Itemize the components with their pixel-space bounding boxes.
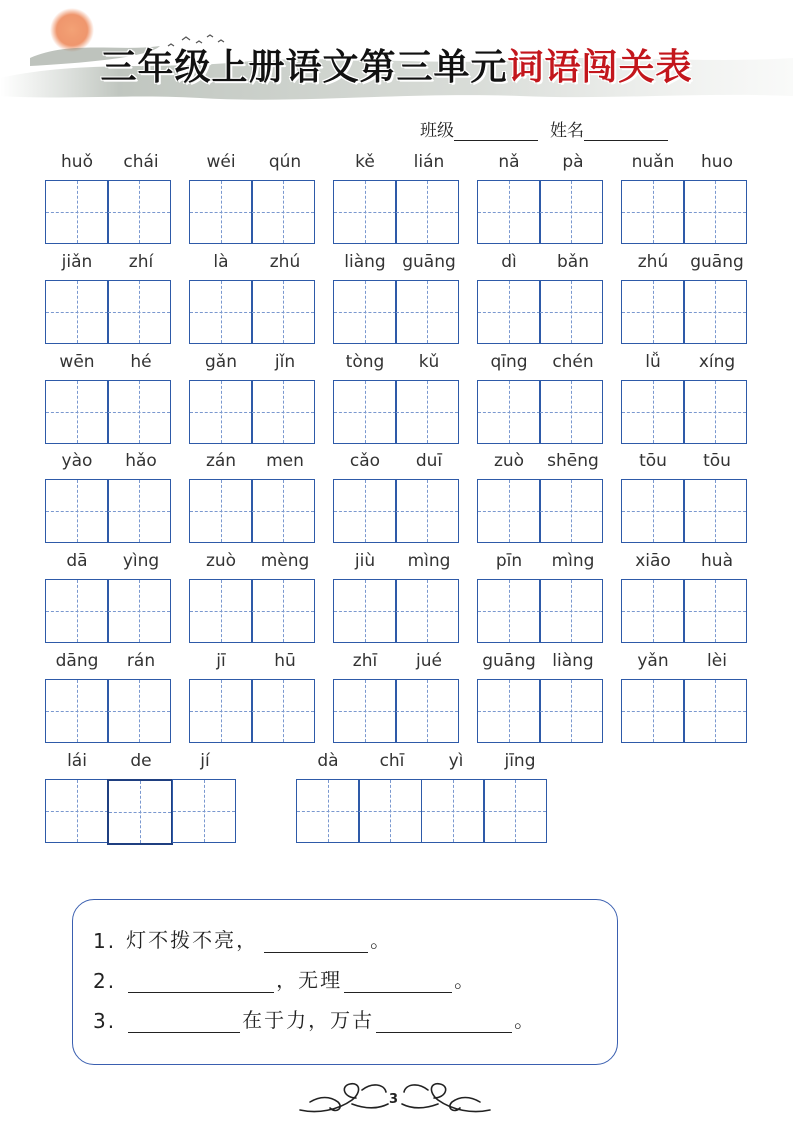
sentence-text: 灯不拨不亮， xyxy=(126,928,259,952)
pinyin-syllable: mìng xyxy=(551,551,595,571)
pinyin-syllable: mìng xyxy=(407,551,451,571)
sentence-end: 。 xyxy=(454,968,477,992)
pinyin-syllable: huo xyxy=(701,152,733,172)
writing-cells xyxy=(333,479,458,543)
sentence-1 xyxy=(93,924,392,953)
writing-cells xyxy=(189,280,314,344)
pinyin-syllable: zhī xyxy=(352,651,378,671)
tian-zi-ge-cell[interactable] xyxy=(395,180,459,244)
writing-cells xyxy=(477,679,602,743)
pinyin-syllable: tōu xyxy=(703,451,731,471)
pinyin-syllable: zhú xyxy=(637,252,669,272)
tian-zi-ge-cell[interactable] xyxy=(477,479,541,543)
pinyin-syllable: lèi xyxy=(707,651,727,671)
writing-cells xyxy=(477,479,602,543)
tian-zi-ge-cell[interactable] xyxy=(107,779,173,845)
pinyin-syllable: gǎn xyxy=(205,352,237,372)
pinyin-syllable: duī xyxy=(415,451,443,471)
tian-zi-ge-cell[interactable] xyxy=(251,180,315,244)
pinyin-syllable: jīng xyxy=(504,751,536,771)
pinyin-syllable: nuǎn xyxy=(631,152,675,172)
writing-cells xyxy=(189,479,314,543)
tian-zi-ge-cell[interactable] xyxy=(251,579,315,643)
writing-cells xyxy=(477,180,602,244)
pinyin-syllable: zhú xyxy=(269,252,301,272)
tian-zi-ge-cell[interactable] xyxy=(539,679,603,743)
tian-zi-ge-cell[interactable] xyxy=(333,180,397,244)
pinyin-syllable: hǎo xyxy=(125,451,157,471)
tian-zi-ge-cell[interactable] xyxy=(251,679,315,743)
tian-zi-ge-cell[interactable] xyxy=(621,380,685,444)
tian-zi-ge-cell[interactable] xyxy=(477,380,541,444)
tian-zi-ge-cell[interactable] xyxy=(172,779,236,843)
sentence-end: 。 xyxy=(370,928,393,952)
answer-blank[interactable] xyxy=(344,972,452,993)
answer-blank[interactable] xyxy=(128,972,274,993)
title-highlight: 词语闯关表 xyxy=(507,47,693,88)
pinyin-syllable: kě xyxy=(355,152,375,172)
sentence-2 xyxy=(93,964,476,993)
page-title xyxy=(0,44,793,92)
pinyin-syllable: pīn xyxy=(495,551,523,571)
pinyin-syllable: kǔ xyxy=(418,352,440,372)
pinyin-syllable: yào xyxy=(61,451,93,471)
pinyin-syllable: chén xyxy=(552,352,594,372)
tian-zi-ge-cell[interactable] xyxy=(333,679,397,743)
tian-zi-ge-cell[interactable] xyxy=(189,180,253,244)
tian-zi-ge-cell[interactable] xyxy=(333,280,397,344)
tian-zi-ge-cell[interactable] xyxy=(477,280,541,344)
tian-zi-ge-cell[interactable] xyxy=(539,280,603,344)
sentence-3 xyxy=(93,1004,536,1033)
pinyin-syllable: zuò xyxy=(493,451,525,471)
tian-zi-ge-cell[interactable] xyxy=(395,280,459,344)
tian-zi-ge-cell[interactable] xyxy=(621,479,685,543)
sentence-text: ，无理 xyxy=(276,968,343,992)
writing-cells xyxy=(621,479,746,543)
tian-zi-ge-cell[interactable] xyxy=(477,579,541,643)
pinyin-syllable: lái xyxy=(67,751,87,771)
writing-cells xyxy=(621,579,746,643)
pinyin-syllable: zhí xyxy=(128,252,154,272)
pinyin-syllable: huà xyxy=(701,551,733,571)
tian-zi-ge-cell[interactable] xyxy=(333,479,397,543)
writing-cells xyxy=(189,579,314,643)
pinyin-syllable: tōu xyxy=(639,451,667,471)
pinyin-syllable: dā xyxy=(66,551,88,571)
tian-zi-ge-cell[interactable] xyxy=(539,380,603,444)
student-info xyxy=(420,116,680,141)
writing-cells xyxy=(333,180,458,244)
writing-cells xyxy=(621,280,746,344)
tian-zi-ge-cell[interactable] xyxy=(189,280,253,344)
pinyin-syllable: zán xyxy=(205,451,237,471)
writing-cells xyxy=(45,579,170,643)
tian-zi-ge-cell[interactable] xyxy=(683,280,747,344)
tian-zi-ge-cell[interactable] xyxy=(395,380,459,444)
pinyin-syllable: qīng xyxy=(490,352,528,372)
tian-zi-ge-cell[interactable] xyxy=(45,380,109,444)
tian-zi-ge-cell[interactable] xyxy=(477,180,541,244)
pinyin-syllable: xíng xyxy=(698,352,736,372)
pinyin-syllable: pà xyxy=(562,152,584,172)
pinyin-syllable: liàng xyxy=(552,651,594,671)
writing-cells xyxy=(333,579,458,643)
writing-cells xyxy=(45,380,170,444)
answer-blank[interactable] xyxy=(264,932,368,953)
pinyin-syllable: mèng xyxy=(260,551,310,571)
tian-zi-ge-cell[interactable] xyxy=(395,579,459,643)
pinyin-syllable: cǎo xyxy=(349,451,381,471)
writing-cells xyxy=(621,679,746,743)
pinyin-syllable: yǎn xyxy=(637,651,669,671)
tian-zi-ge-cell[interactable] xyxy=(45,479,109,543)
tian-zi-ge-cell[interactable] xyxy=(107,679,171,743)
tian-zi-ge-cell[interactable] xyxy=(107,180,171,244)
tian-zi-ge-cell[interactable] xyxy=(683,479,747,543)
answer-blank[interactable] xyxy=(128,1012,240,1033)
class-input-line[interactable] xyxy=(454,120,538,141)
page-footer xyxy=(0,1074,793,1122)
pinyin-syllable: chī xyxy=(379,751,405,771)
pinyin-syllable: tòng xyxy=(345,352,385,372)
tian-zi-ge-cell[interactable] xyxy=(421,779,485,843)
pinyin-syllable: hé xyxy=(130,352,152,372)
sentence-number: 1. xyxy=(93,929,117,953)
pinyin-syllable: liàng xyxy=(344,252,386,272)
pinyin-syllable: nǎ xyxy=(498,152,520,172)
tian-zi-ge-cell[interactable] xyxy=(358,779,422,843)
writing-cells xyxy=(477,579,602,643)
writing-cells xyxy=(333,280,458,344)
writing-cells xyxy=(189,180,314,244)
tian-zi-ge-cell[interactable] xyxy=(333,579,397,643)
pinyin-syllable: jǐn xyxy=(274,352,296,372)
pinyin-syllable: chái xyxy=(123,152,159,172)
tian-zi-ge-cell[interactable] xyxy=(539,579,603,643)
name-input-line[interactable] xyxy=(584,120,668,141)
tian-zi-ge-cell[interactable] xyxy=(189,380,253,444)
pinyin-syllable: guāng xyxy=(690,252,744,272)
pinyin-syllable: dà xyxy=(317,751,339,771)
writing-cells xyxy=(621,380,746,444)
tian-zi-ge-cell[interactable] xyxy=(477,679,541,743)
writing-cells xyxy=(45,180,170,244)
tian-zi-ge-cell[interactable] xyxy=(45,180,109,244)
tian-zi-ge-cell[interactable] xyxy=(107,579,171,643)
tian-zi-ge-cell[interactable] xyxy=(189,679,253,743)
page-header xyxy=(0,0,793,110)
tian-zi-ge-cell[interactable] xyxy=(683,180,747,244)
pinyin-syllable: jí xyxy=(200,751,210,771)
sentence-end: 。 xyxy=(514,1008,537,1032)
pinyin-syllable: guāng xyxy=(402,252,456,272)
pinyin-syllable: jiù xyxy=(354,551,376,571)
pinyin-syllable: là xyxy=(213,252,229,272)
pinyin-syllable: bǎn xyxy=(557,252,589,272)
title-main: 三年级上册语文第三单元 xyxy=(100,47,508,88)
name-label: 姓名 xyxy=(550,121,584,141)
tian-zi-ge-cell[interactable] xyxy=(621,679,685,743)
class-label: 班级 xyxy=(420,121,454,141)
tian-zi-ge-cell[interactable] xyxy=(333,380,397,444)
writing-cells xyxy=(477,380,602,444)
tian-zi-ge-cell[interactable] xyxy=(45,679,109,743)
pinyin-syllable: yìng xyxy=(122,551,160,571)
tian-zi-ge-cell[interactable] xyxy=(539,180,603,244)
writing-cells xyxy=(45,679,170,743)
writing-cells xyxy=(189,380,314,444)
pinyin-syllable: wéi xyxy=(206,152,236,172)
tian-zi-ge-cell[interactable] xyxy=(296,779,360,843)
tian-zi-ge-cell[interactable] xyxy=(683,579,747,643)
pinyin-syllable: dāng xyxy=(55,651,99,671)
tian-zi-ge-cell[interactable] xyxy=(683,679,747,743)
writing-cells xyxy=(45,280,170,344)
tian-zi-ge-cell[interactable] xyxy=(107,280,171,344)
writing-cells xyxy=(45,779,234,845)
pinyin-syllable: xiāo xyxy=(635,551,671,571)
answer-blank[interactable] xyxy=(376,1012,512,1033)
writing-cells xyxy=(621,180,746,244)
pinyin-syllable: wēn xyxy=(59,352,95,372)
tian-zi-ge-cell[interactable] xyxy=(395,479,459,543)
pinyin-syllable: huǒ xyxy=(61,152,93,172)
tian-zi-ge-cell[interactable] xyxy=(621,280,685,344)
pinyin-syllable: lǚ xyxy=(645,352,661,372)
pinyin-syllable: jī xyxy=(216,651,226,671)
tian-zi-ge-cell[interactable] xyxy=(251,280,315,344)
pinyin-syllable: shēng xyxy=(547,451,599,471)
page-number: 3 xyxy=(389,1092,399,1107)
tian-zi-ge-cell[interactable] xyxy=(621,180,685,244)
pinyin-syllable: yì xyxy=(448,751,464,771)
writing-cells xyxy=(189,679,314,743)
sentence-text: 在于力，万古 xyxy=(242,1008,375,1032)
writing-cells xyxy=(333,679,458,743)
tian-zi-ge-cell[interactable] xyxy=(539,479,603,543)
tian-zi-ge-cell[interactable] xyxy=(251,479,315,543)
pinyin-syllable: hū xyxy=(274,651,296,671)
pinyin-syllable: zuò xyxy=(205,551,237,571)
writing-cells xyxy=(296,779,546,843)
pinyin-syllable: qún xyxy=(268,152,302,172)
pinyin-syllable: jiǎn xyxy=(61,252,93,272)
tian-zi-ge-cell[interactable] xyxy=(45,779,109,843)
pinyin-syllable: rán xyxy=(126,651,156,671)
sentence-completion-box xyxy=(72,899,618,1065)
tian-zi-ge-cell[interactable] xyxy=(189,579,253,643)
tian-zi-ge-cell[interactable] xyxy=(251,380,315,444)
writing-cells xyxy=(333,380,458,444)
tian-zi-ge-cell[interactable] xyxy=(621,579,685,643)
tian-zi-ge-cell[interactable] xyxy=(107,380,171,444)
tian-zi-ge-cell[interactable] xyxy=(189,479,253,543)
tian-zi-ge-cell[interactable] xyxy=(45,579,109,643)
pinyin-syllable: lián xyxy=(413,152,445,172)
pinyin-syllable: de xyxy=(130,751,152,771)
pinyin-syllable: men xyxy=(266,451,304,471)
writing-cells xyxy=(45,479,170,543)
writing-cells xyxy=(477,280,602,344)
tian-zi-ge-cell[interactable] xyxy=(483,779,547,843)
sentence-number: 2. xyxy=(93,969,117,993)
pinyin-syllable: guāng xyxy=(482,651,536,671)
tian-zi-ge-cell[interactable] xyxy=(683,380,747,444)
tian-zi-ge-cell[interactable] xyxy=(107,479,171,543)
pinyin-syllable: jué xyxy=(416,651,442,671)
sentence-number: 3. xyxy=(93,1009,117,1033)
tian-zi-ge-cell[interactable] xyxy=(395,679,459,743)
pinyin-syllable: dì xyxy=(501,252,517,272)
tian-zi-ge-cell[interactable] xyxy=(45,280,109,344)
